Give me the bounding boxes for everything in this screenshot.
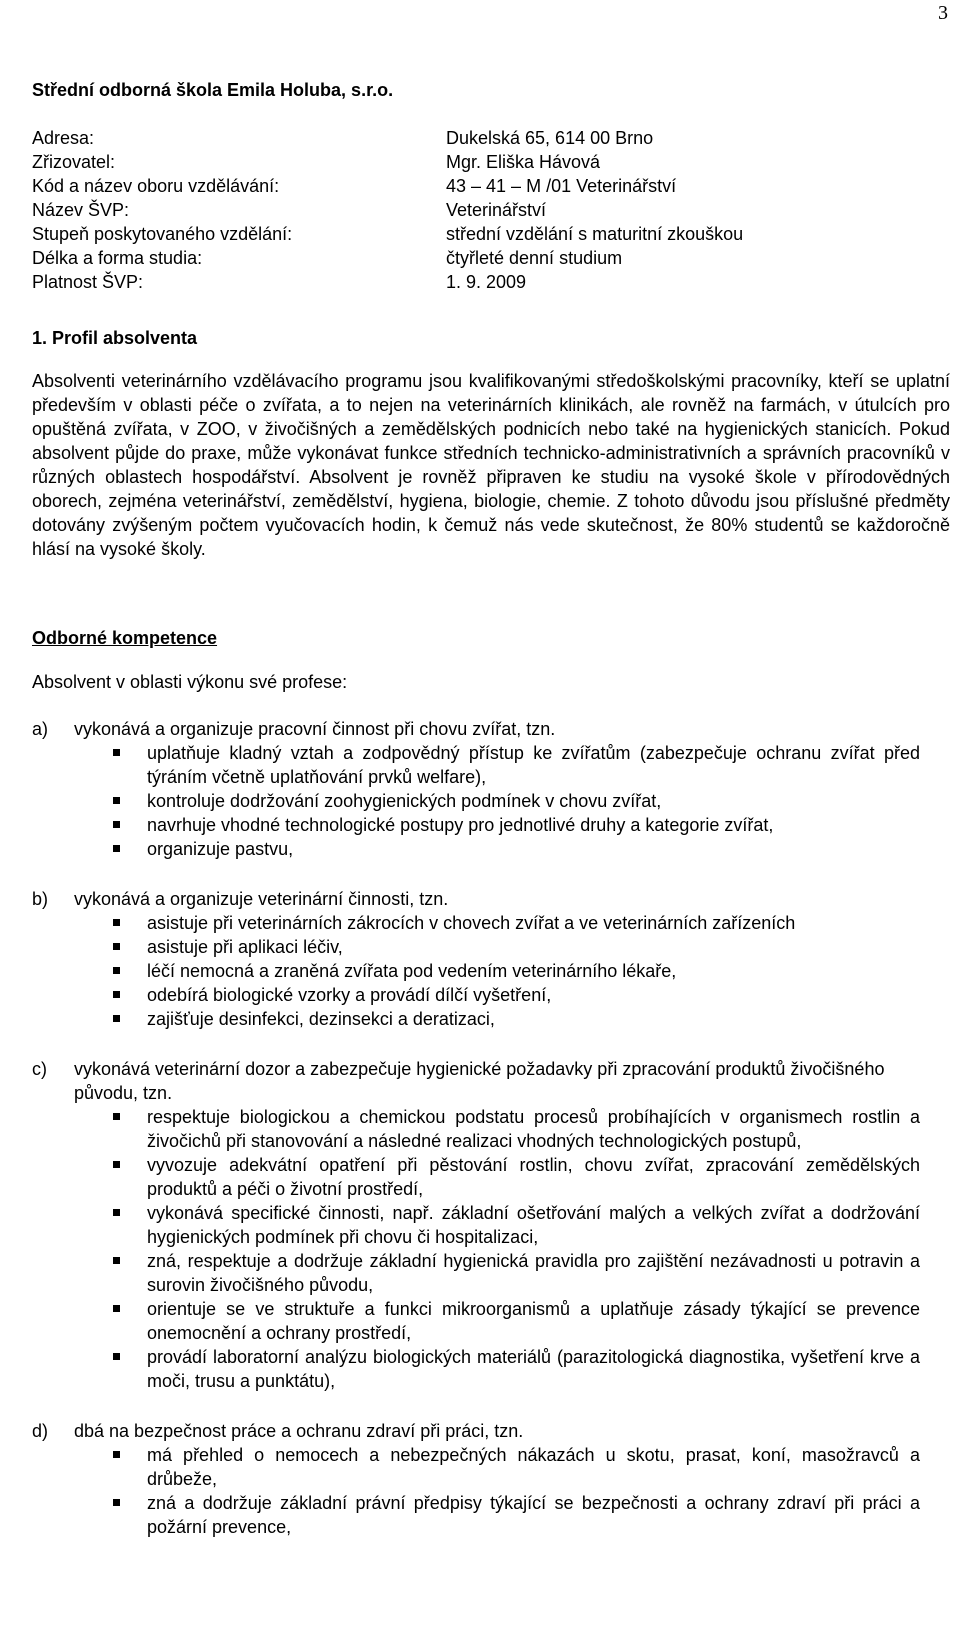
info-value: Veterinářství	[446, 200, 547, 220]
square-bullet-icon	[113, 1113, 120, 1120]
info-label: Platnost ŠVP:	[32, 272, 144, 292]
info-row	[32, 246, 957, 270]
bullet-list	[32, 741, 920, 861]
list-item-text: uplatňuje kladný vztah a zodpovědný přístup ke zvířatům (zabezpečuje ochranu zvířat před týráním včetně uplatňování prvků welfare),	[147, 743, 920, 787]
list-item-text: provádí laboratorní analýzu biologických materiálů (parazitologická diagnostika, vyšetření krve a moči, trusu a punktátu),	[147, 1347, 920, 1391]
group-letter: a)	[32, 719, 49, 739]
info-row	[32, 222, 957, 246]
list-item-text: má přehled o nemocech a nebezpečných nákazách u skotu, prasat, koní, masožravců a drůbeže,	[147, 1445, 920, 1489]
info-value: 1. 9. 2009	[446, 272, 527, 292]
competence-group	[32, 1057, 957, 1393]
square-bullet-icon	[113, 991, 120, 998]
list-item	[107, 741, 920, 789]
list-item-text: organizuje pastvu,	[147, 839, 294, 859]
info-row	[32, 126, 957, 150]
list-item	[107, 789, 920, 813]
list-item	[107, 1345, 920, 1393]
square-bullet-icon	[113, 1353, 120, 1360]
square-bullet-icon	[113, 943, 120, 950]
list-item-text: respektuje biologickou a chemickou podstatu procesů probíhajících v organismech rostlin a živočichů při stanovování a následné realizaci vhodných technologických postupů,	[147, 1107, 920, 1151]
list-item-text: zná a dodržuje základní právní předpisy týkající se bezpečnosti a ochrany zdraví při práci a požární prevence,	[147, 1493, 920, 1537]
list-item	[107, 935, 920, 959]
school-name: Střední odborná škola Emila Holuba, s.r.o.	[32, 80, 394, 100]
square-bullet-icon	[113, 1305, 120, 1312]
group-title: dbá na bezpečnost práce a ochranu zdraví při práci, tzn.	[74, 1421, 524, 1441]
list-item	[107, 1007, 920, 1031]
list-item-text: asistuje při aplikaci léčiv,	[147, 937, 343, 957]
competence-group	[32, 887, 957, 1031]
list-item	[107, 1249, 920, 1297]
group-letter: d)	[32, 1421, 49, 1441]
list-item	[107, 1491, 920, 1539]
group-heading	[32, 1419, 920, 1443]
profile-text: Absolventi veterinárního vzdělávacího programu jsou kvalifikovanými středoškolskými pracovníky, kteří se uplatní především v oblasti péče o zvířata, a to nejen na veterinárních klinikách, ale rovněž na farmách, v útulcích pro opuštěná zvířata, v ZOO, v živočišných a zemědělských podnicích nebo také na hygienických stanicích. Pokud absolvent půjde do praxe, může vykonávat funkce středních technicko-administrativních a správních pracovníků v různých oblastech hospodářství. Absolvent je rovněž připraven ke studiu na vysoké škole v přírodovědných oborech, zejména veterinářství, zemědělství, hygiena, biologie, chemie. Z tohoto důvodu jsou příslušné předměty dotovány zvýšeným počtem vyučovacích hodin, k čemuž nás vede skutečnost, že 80% studentů se každoročně hlásí na vysoké školy.	[32, 371, 950, 559]
group-heading	[32, 1057, 920, 1105]
list-item	[107, 837, 920, 861]
group-letter: b)	[32, 889, 49, 909]
square-bullet-icon	[113, 1257, 120, 1264]
info-value: střední vzdělání s maturitní zkouškou	[446, 224, 744, 244]
square-bullet-icon	[113, 821, 120, 828]
info-row	[32, 270, 957, 294]
list-item	[107, 911, 920, 935]
list-item-text: kontroluje dodržování zoohygienických podmínek v chovu zvířat,	[147, 791, 662, 811]
list-item-text: orientuje se ve struktuře a funkci mikroorganismů a uplatňuje zásady týkající se prevence onemocnění a ochrany prostředí,	[147, 1299, 920, 1343]
list-item	[107, 813, 920, 837]
group-title: vykonává a organizuje veterinární činnosti, tzn.	[74, 889, 449, 909]
square-bullet-icon	[113, 797, 120, 804]
competence-intro: Absolvent v oblasti výkonu své profese:	[32, 672, 348, 692]
group-heading	[32, 887, 920, 911]
info-value: čtyřleté denní studium	[446, 248, 623, 268]
list-item-text: vyvozuje adekvátní opatření při pěstování rostlin, chovu zvířat, zpracování zemědělských produktů a péči o životní prostředí,	[147, 1155, 920, 1199]
list-item-text: zná, respektuje a dodržuje základní hygienická pravidla pro zajištění nezávadnosti u potravin a surovin živočišného původu,	[147, 1251, 920, 1295]
list-item-text: odebírá biologické vzorky a provádí dílčí vyšetření,	[147, 985, 552, 1005]
info-label: Zřizovatel:	[32, 152, 116, 172]
group-letter: c)	[32, 1059, 47, 1079]
list-item-text: vykonává specifické činnosti, např. základní ošetřování malých a velkých zvířat a dodržování hygienických podmínek při chovu či hospitalizaci,	[147, 1203, 920, 1247]
info-label: Stupeň poskytovaného vzdělání:	[32, 224, 293, 244]
list-item	[107, 983, 920, 1007]
square-bullet-icon	[113, 1209, 120, 1216]
square-bullet-icon	[113, 1451, 120, 1458]
competence-heading: Odborné kompetence	[32, 628, 218, 648]
info-value: Dukelská 65, 614 00 Brno	[446, 128, 654, 148]
competence-group	[32, 1419, 957, 1539]
square-bullet-icon	[113, 967, 120, 974]
info-row	[32, 198, 957, 222]
bullet-list	[32, 911, 920, 1031]
square-bullet-icon	[113, 1161, 120, 1168]
list-item	[107, 1201, 920, 1249]
group-title: vykonává veterinární dozor a zabezpečuje hygienické požadavky při zpracování produktů živočišného původu, tzn.	[74, 1059, 885, 1103]
info-label: Název ŠVP:	[32, 200, 130, 220]
competence-group	[32, 717, 957, 861]
info-label: Délka a forma studia:	[32, 248, 203, 268]
group-title: vykonává a organizuje pracovní činnost při chovu zvířat, tzn.	[74, 719, 556, 739]
list-item	[107, 1297, 920, 1345]
list-item	[107, 959, 920, 983]
list-item	[107, 1153, 920, 1201]
list-item-text: zajišťuje desinfekci, dezinsekci a deratizaci,	[147, 1009, 495, 1029]
info-value: Mgr. Eliška Hávová	[446, 152, 601, 172]
square-bullet-icon	[113, 1015, 120, 1022]
square-bullet-icon	[113, 749, 120, 756]
list-item-text: navrhuje vhodné technologické postupy pro jednotlivé druhy a kategorie zvířat,	[147, 815, 774, 835]
info-label: Adresa:	[32, 128, 95, 148]
page-number: 3	[938, 2, 948, 24]
square-bullet-icon	[113, 919, 120, 926]
info-label: Kód a název oboru vzdělávání:	[32, 176, 280, 196]
school-info-table	[32, 126, 957, 294]
square-bullet-icon	[113, 845, 120, 852]
competence-groups	[32, 717, 957, 1539]
bullet-list	[32, 1105, 920, 1393]
profile-heading: 1. Profil absolventa	[32, 328, 198, 348]
info-row	[32, 174, 957, 198]
bullet-list	[32, 1443, 920, 1539]
info-row	[32, 150, 957, 174]
list-item	[107, 1443, 920, 1491]
list-item-text: léčí nemocná a zraněná zvířata pod vedením veterinárního lékaře,	[147, 961, 677, 981]
info-value: 43 – 41 – M /01 Veterinářství	[446, 176, 677, 196]
square-bullet-icon	[113, 1499, 120, 1506]
group-heading	[32, 717, 920, 741]
list-item-text: asistuje při veterinárních zákrocích v chovech zvířat a ve veterinárních zařízeních	[147, 913, 796, 933]
document-body	[32, 79, 957, 1539]
list-item	[107, 1105, 920, 1153]
